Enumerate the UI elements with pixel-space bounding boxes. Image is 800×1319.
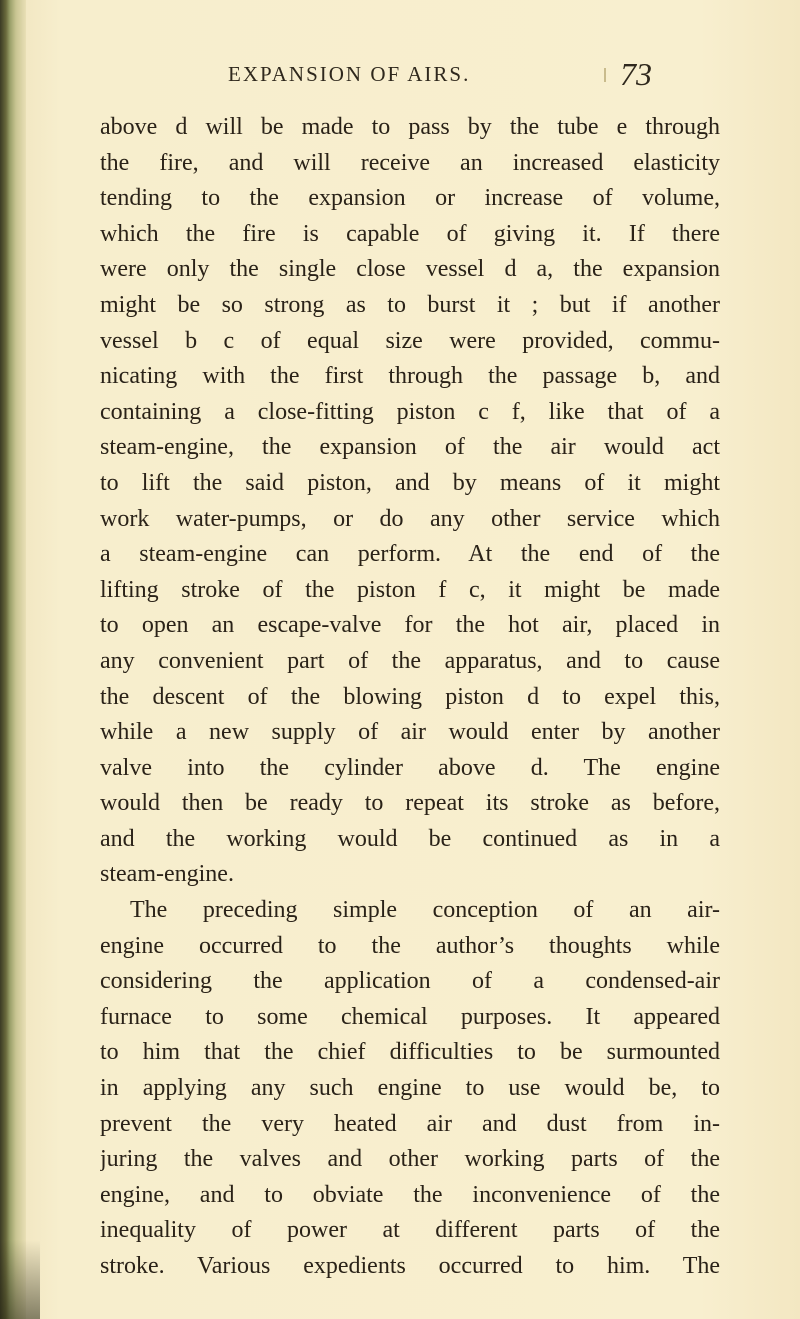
text-line: to him that the chief difficulties to be surmounted (100, 1039, 720, 1066)
text-line: engine, and to obviate the inconvenience of the (100, 1181, 720, 1208)
text-line: were only the single close vessel d a, the expansion (100, 256, 720, 283)
text-line: any convenient part of the apparatus, and to cause (100, 647, 720, 674)
text-line: inequality of power at different parts of the (100, 1217, 720, 1244)
text-line: juring the valves and other working parts of the (100, 1146, 720, 1173)
text-line: while a new supply of air would enter by another (100, 719, 720, 746)
text-line: vessel b c of equal size were provided, commu- (100, 327, 720, 354)
text-line: valve into the cylinder above d. The engine (100, 754, 720, 781)
text-line: stroke. Various expedients occurred to him. The (100, 1253, 720, 1279)
text-line: would then be ready to repeat its stroke as before, (100, 790, 720, 817)
text-line: considering the application of a condensed-air (100, 968, 720, 995)
text-line: the descent of the blowing piston d to expel this, (100, 683, 720, 710)
text-line: prevent the very heated air and dust from in- (100, 1110, 720, 1137)
text-line: in applying any such engine to use would be, to (100, 1075, 720, 1102)
text-line: furnace to some chemical purposes. It appeared (100, 1003, 720, 1030)
text-line: might be so strong as to burst it ; but if another (100, 291, 720, 318)
text-line: work water-pumps, or do any other service which (100, 505, 720, 532)
page-gutter (0, 0, 26, 1319)
text-line: tending to the expansion or increase of volume, (100, 185, 720, 212)
text-line: steam-engine. (100, 861, 234, 888)
text-line: and the working would be continued as in a (100, 825, 720, 852)
text-line: a steam-engine can perform. At the end of the (100, 541, 720, 568)
text-line: which the fire is capable of giving it. If there (100, 220, 720, 247)
text-line: steam-engine, the expansion of the air would act (100, 434, 720, 461)
running-head-title: EXPANSION OF AIRS. (228, 62, 471, 86)
gutter-shadow (0, 1240, 40, 1319)
text-line: lifting stroke of the piston f c, it might be made (100, 576, 720, 603)
text-line: to open an escape-valve for the hot air, placed in (100, 612, 720, 639)
text-line: nicating with the first through the passage b, and (100, 363, 720, 390)
page-number: 73 (620, 56, 652, 92)
text-line: containing a close-fitting piston c f, like that of a (100, 398, 720, 425)
text-line: the fire, and will receive an increased elasticity (100, 149, 720, 176)
text-line: above d will be made to pass by the tube e through (100, 114, 720, 140)
running-head (0, 56, 800, 96)
margin-mark (604, 68, 606, 82)
body-text (100, 110, 720, 1285)
text-line: to lift the said piston, and by means of it might (100, 469, 720, 496)
text-line: The preceding simple conception of an air- (130, 897, 720, 924)
text-line: engine occurred to the author’s thoughts while (100, 932, 720, 959)
